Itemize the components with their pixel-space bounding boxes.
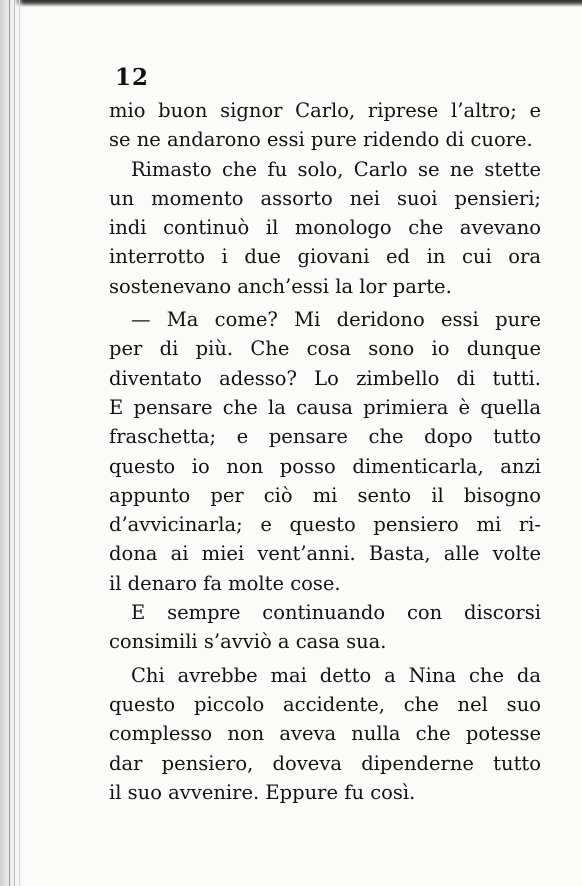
page-top-shadow	[0, 0, 582, 7]
text-line: Rimasto che fu solo, Carlo se ne stette	[131, 157, 541, 181]
text-line: questo io non posso dimenticarla, anzi	[109, 454, 541, 478]
page-edge-line	[14, 0, 15, 886]
body-text	[109, 96, 541, 807]
text-line: per di più. Che cosa sono io dunque	[109, 337, 541, 361]
page-number: 12	[115, 64, 150, 91]
text-line: indi continuò il monologo che avevano	[109, 216, 541, 240]
text-line: sostenevano anch’essi la lor parte.	[109, 274, 452, 298]
text-line: se ne andarono essi pure ridendo di cuore.	[109, 128, 533, 152]
text-line: — Ma come? Mi deridono essi pure	[131, 308, 541, 332]
text-line: dona ai miei vent’anni. Basta, alle volte	[109, 542, 541, 566]
text-line: dar pensiero, doveva dipenderne tutto	[109, 751, 541, 775]
page-edge-line	[19, 0, 20, 886]
page-binding-shadow	[0, 0, 24, 886]
text-line: il suo avvenire. Eppure fu così.	[109, 780, 416, 804]
text-line: E sempre continuando con discorsi	[131, 601, 541, 625]
text-line: appunto per ciò mi sento il bisogno	[109, 483, 541, 507]
text-line: mio buon signor Carlo, riprese l’altro; e	[109, 99, 541, 122]
text-line: questo piccolo accidente, che nel suo	[109, 692, 541, 716]
text-line: il denaro fa molte cose.	[109, 571, 341, 595]
text-line: consimili s’avviò a casa sua.	[109, 630, 387, 654]
text-line: E pensare che la causa primiera è quella	[109, 395, 541, 419]
text-line: complesso non aveva nulla che potesse	[109, 722, 541, 746]
text-line: fraschetta; e pensare che dopo tutto	[109, 425, 541, 449]
text-line: Chi avrebbe mai detto a Nina che da	[131, 663, 541, 687]
text-line: d’avvicinarla; e questo pensiero mi ri-	[109, 513, 541, 537]
text-line: interrotto i due giovani ed in cui ora	[109, 245, 541, 269]
page-edge-line	[9, 0, 10, 886]
text-line: un momento assorto nei suoi pensieri;	[109, 186, 541, 210]
text-line: diventato adesso? Lo zimbello di tutti.	[109, 366, 541, 390]
